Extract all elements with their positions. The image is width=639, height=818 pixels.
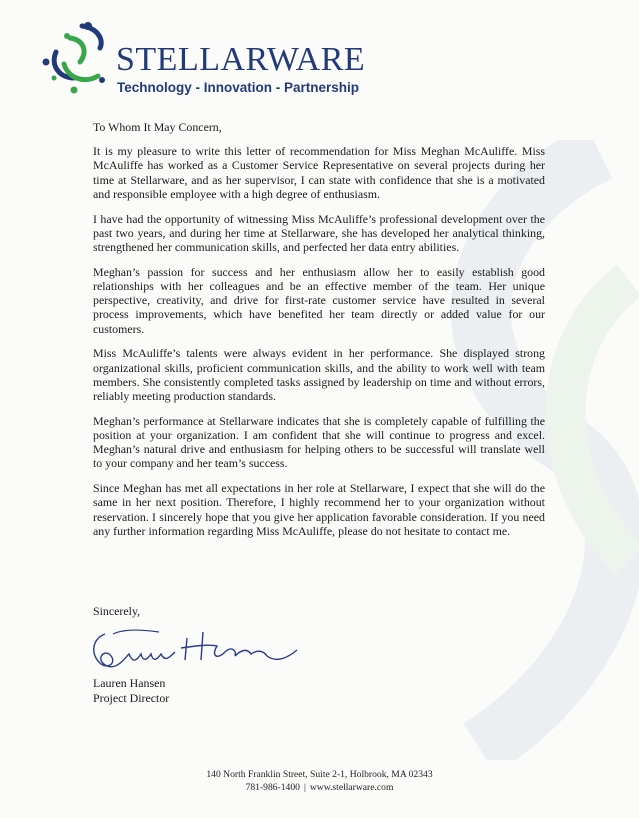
salutation: To Whom It May Concern, [93, 120, 222, 134]
footer-website[interactable]: www.stellarware.com [309, 781, 394, 793]
letterhead [40, 18, 400, 98]
signer-title: Project Director [93, 690, 170, 705]
footer-address: 140 North Franklin Street, Suite 2-1, Holbrook, MA 02343 [206, 769, 433, 780]
letter-paragraph: I have had the opportunity of witnessing Miss McAuliffe’s professional development over the past two years, and during her time at Stellarware, she has developed her analytical thinking, strengthened her communication skills, and perfected her data entry abilities. [93, 211, 545, 255]
letter-paragraph: Meghan’s passion for success and her enthusiasm allow her to easily establish good relationships with her colleagues and be an effective member of the team. Her unique perspective, creativity, and drive for first-rate customer service have resulted in several process improvements, which have benefited her team directly or added value for our customers. [93, 264, 545, 336]
letter-paragraph: Meghan’s performance at Stellarware indicates that she is completely capable of fulfilling the position at your organization. I am confident that she will continue to progress and excel. Meghan’s natural drive and enthusiasm for helping others to be successful will translate well to your company and her team’s success. [93, 413, 545, 471]
signer-name: Lauren Hansen [93, 676, 166, 690]
footer-phone: 781-986-1400 [245, 781, 300, 793]
footer-separator: | [303, 781, 306, 793]
company-name: STELLARWARE [116, 41, 366, 78]
handwritten-signature [85, 620, 305, 676]
signer-block [93, 676, 169, 705]
closing: Sincerely, [93, 604, 141, 618]
stellarware-logo-icon [40, 18, 115, 96]
letter-paragraph: It is my pleasure to write this letter of recommendation for Miss Meghan McAuliffe. Miss McAuliffe has worked as a Customer Service Representative on several projects during her time at Stellarware, and as her supervisor, I can state with confidence that she is a motivated and responsible employee with a high degree of enthusiasm. [93, 144, 545, 201]
letter-paragraph: Since Meghan has met all expectations in her role at Stellarware, I expect that she will do the same in her next position. Therefore, I highly recommend her to your organization without reservation. I sincerely hope that you give her application favorable consideration. If you need any further information regarding Miss McAuliffe, please do not hesitate to contact me. [93, 481, 545, 538]
letter-paragraph: Miss McAuliffe’s talents were always evident in her performance. She displayed strong organizational skills, proficient communication skills, and the ability to work well with team members. She consistently completed tasks assigned by leadership on time and without errors, reliably meeting production standards. [93, 346, 545, 404]
footer-contact [0, 782, 639, 795]
letter-footer [0, 769, 639, 794]
company-tagline: Technology - Innovation - Partnership [117, 80, 360, 95]
letter-body [93, 120, 545, 549]
